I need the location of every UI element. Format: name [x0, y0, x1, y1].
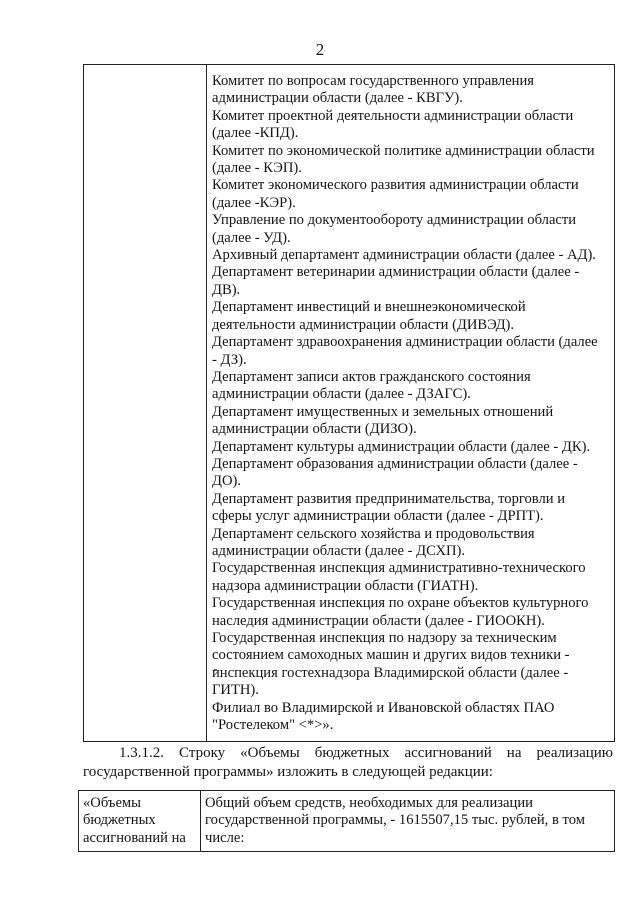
executor-line: Управление по документообороту администрации области: [212, 212, 577, 229]
executor-line: Комитет проектной деятельности администрации области: [212, 107, 574, 124]
executor-line: (далее - КЭП).: [212, 160, 302, 177]
executor-line: Филиал во Владимирской и Ивановской областях ПАО: [212, 699, 555, 716]
executor-line: состоянием самоходных машин и других видов техники -: [212, 647, 570, 664]
executor-line: Государственная инспекция по надзору за техническим: [212, 630, 557, 646]
executor-line: - ДЗ).: [212, 351, 247, 368]
executor-line: Департамент образования администрации области (далее -: [212, 455, 578, 472]
executors-list: [212, 73, 612, 734]
executor-line: деятельности администрации области (ДИВЭД).: [212, 316, 515, 333]
column-divider: [206, 65, 207, 741]
executor-line: (далее - УД).: [212, 229, 291, 246]
executor-line: Департамент культуры администрации области (далее - ДК).: [212, 438, 591, 455]
budget-table: [78, 790, 615, 852]
executor-line: "Ростелеком" <*>».: [212, 717, 334, 734]
label-line: бюджетных: [83, 812, 156, 829]
executor-line: Департамент развития предпринимательства, торговли и: [212, 490, 566, 507]
executor-line: ДВ).: [212, 281, 241, 298]
executor-line: администрации области (ДИЗО).: [212, 421, 417, 438]
executor-line: Комитет экономического развития администрации области: [212, 177, 579, 194]
budget-row-label: [83, 795, 197, 847]
column-divider: [200, 791, 201, 851]
executor-line: надзора администрации области (ГИАТН).: [212, 577, 479, 594]
executor-line: Департамент здравоохранения администрации области (далее: [212, 334, 598, 351]
executor-line: наследия администрации области (далее - ГИООКН).: [212, 612, 545, 629]
executor-line: (далее -КПД).: [212, 125, 299, 142]
executor-line: Департамент записи актов гражданского состояния: [212, 368, 531, 385]
label-line: ассигнований на: [83, 829, 186, 846]
continuation-table: [83, 64, 615, 742]
executor-line: ГИТН).: [212, 682, 259, 699]
executor-line: Государственная инспекция административно-технического: [212, 560, 586, 577]
executor-line: администрации области (далее - ДСХП).: [212, 542, 466, 559]
executor-line: Комитет по экономической политике администрации области: [212, 142, 595, 159]
executor-line: администрации области (далее - КВГУ).: [212, 90, 463, 107]
executor-line: Государственная инспекция по охране объектов культурного: [212, 595, 589, 612]
executor-line: Департамент инвестиций и внешнеэкономической: [212, 299, 526, 316]
executor-line: (далее -КЭР).: [212, 194, 296, 211]
executor-line: инспекция гостехнадзора Владимирской области (далее -: [212, 664, 569, 681]
page-number: 2: [315, 40, 325, 59]
paragraph-line-2: государственной программы» изложить в следующей редакции:: [83, 764, 493, 780]
budget-row-value: Общий объем средств, необходимых для реализации государственной программы, - 1615507,15 тыс. рублей, в том числе:: [205, 795, 585, 846]
executor-line: Департамент имущественных и земельных отношений: [212, 403, 554, 420]
executor-line: Департамент ветеринарии администрации области (далее -: [212, 264, 580, 281]
executor-line: Комитет по вопросам государственного управления: [212, 73, 535, 89]
paragraph-line-1: 1.3.1.2. Строку «Объемы бюджетных ассигнований на реализацию: [119, 745, 613, 761]
amendment-paragraph: [83, 744, 613, 782]
executor-line: Департамент сельского хозяйства и продовольствия: [212, 525, 535, 542]
executor-line: ДО).: [212, 473, 242, 490]
executor-line: Архивный департамент администрации области (далее - АД).: [212, 247, 596, 264]
label-line: «Объемы: [83, 795, 141, 811]
executor-line: администрации области (далее - ДЗАГС).: [212, 386, 471, 403]
executor-line: сферы услуг администрации области (далее - ДРПТ).: [212, 508, 544, 525]
